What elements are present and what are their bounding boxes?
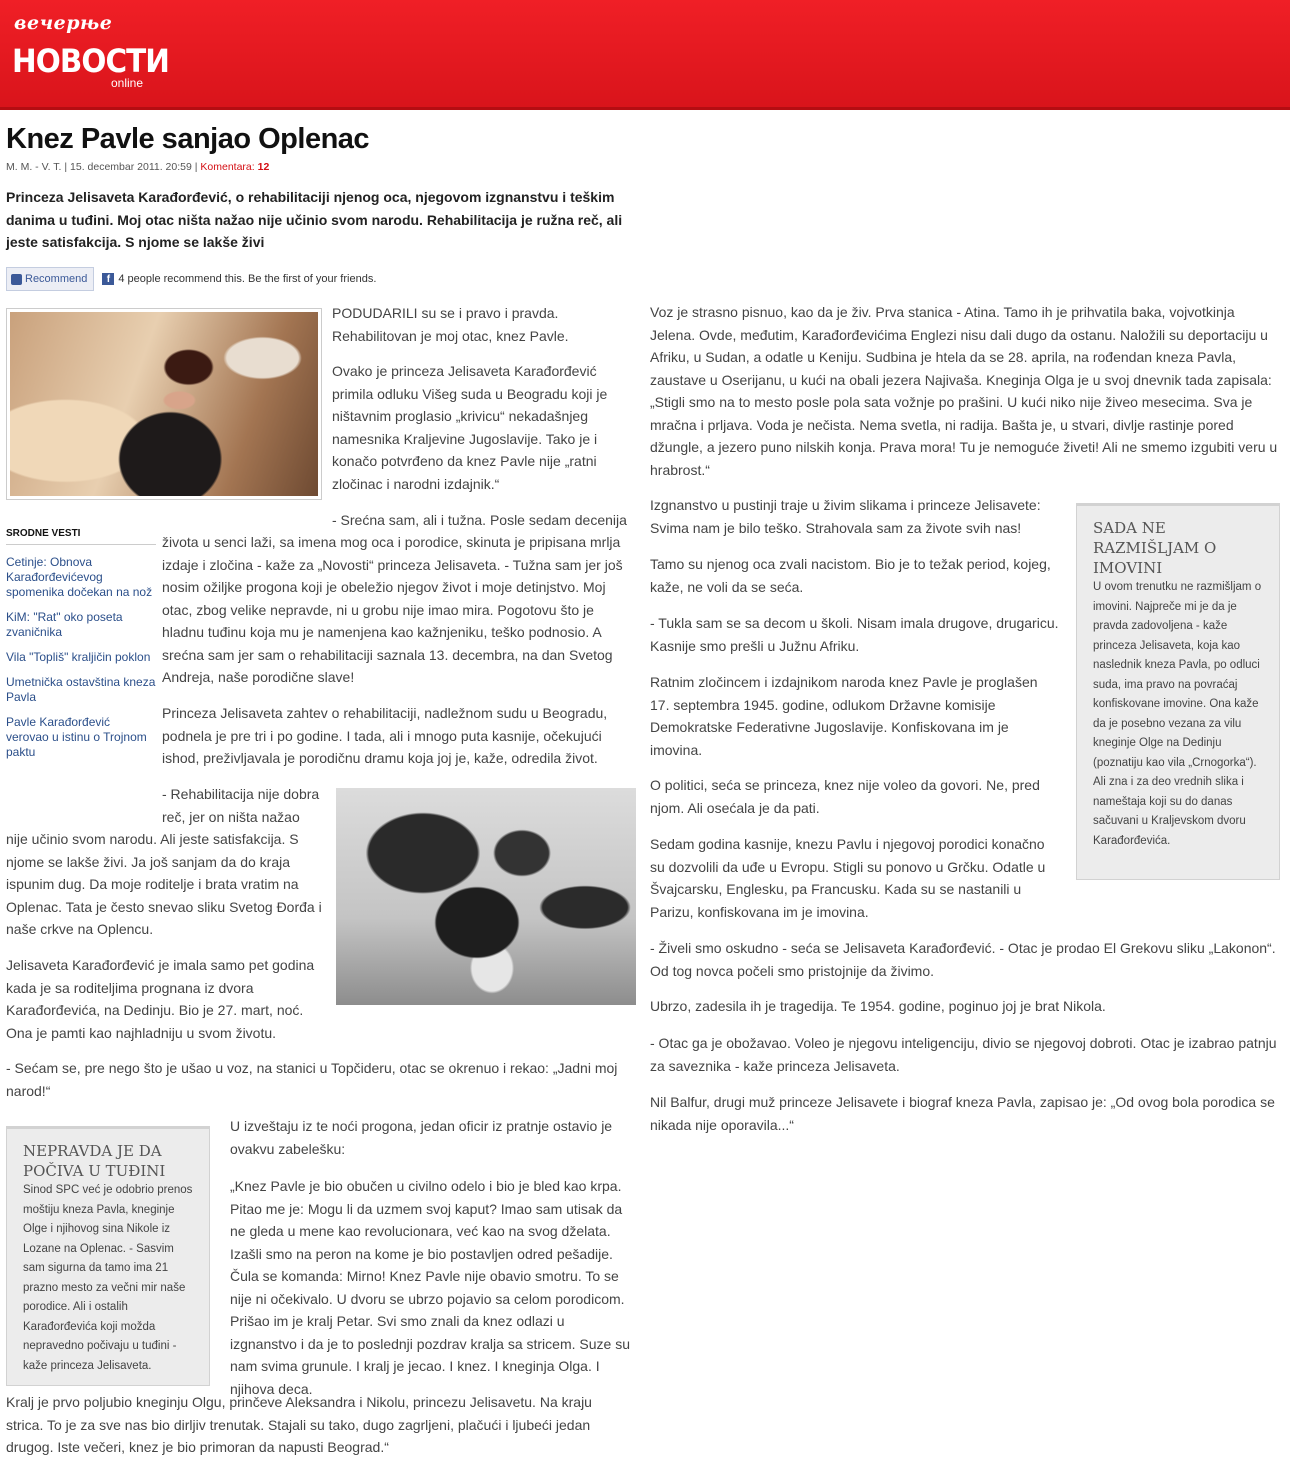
facebook-icon: f: [102, 273, 114, 285]
body-paragraph: života u senci laži, sa imena mog oca i porodice, skinuta je pripisana mrlja izdaje i zločina - kaže za „Novosti“ princeza Jelisaveta. - Tužna sam jer još nosim ožiljke progona koji je obeležio njegov život i moje detinjstvo. Moj otac, zbog velike nepravde, ni u grobu nije imao mira. Pogotovu što je hladnu tuđinu koja mu je namenjena kao kažnjeniku, teško podnosio. A srećna sam jer sam o rehabilitaciji saznala 13. decembra, na dan Svetog Andreja, naše porodične slave!: [162, 534, 623, 685]
sidebar-box-text: Sinod SPC već je odobrio prenos moštiju kneza Pavla, kneginje Olge i njihovog sina Nikole iz Lozane na Oplenac. - Sasvim sam sigurna da tamo ima 21 prazno mesto za večni mir naše porodice. Ali i ostalih Karađorđevića koji možda nepravedno počivaju u tuđini - kaže princeza Jelisaveta.: [23, 1184, 193, 1372]
comments-count: 12: [257, 161, 270, 173]
related-news-link[interactable]: KiM: "Rat" oko poseta zvaničnika: [6, 610, 123, 639]
body-paragraph: Kralj je prvo poljubio kneginju Olgu, prinčeve Aleksandra i Nikolu, princezu Jelisavetu. Na kraju strica. To je za sve nas bio dirljiv trenutak. Stajali su tako, dugo zagrljeni, plačući i ljubeći jedan drugog. Iste večeri, knez je bio primoran da napusti Beograd.“: [6, 1394, 592, 1455]
recommend-button[interactable]: [6, 267, 94, 291]
body-paragraph: Jelisaveta Karađorđević je imala samo pet godina kada je sa roditeljima prognana iz dvora Karađorđevića, na Dedinju. Bio je 27. mart, noć. Ona je pamti kao najhladniju u svom životu.: [6, 957, 315, 1041]
body-paragraph: PODUDARILI su se i pravo i pravda. Rehabilitovan je moj otac, knez Pavle.: [332, 305, 569, 344]
article-meta: M. M. - V. T. | 15. decembar 2011. 20:59 | Komentara: 12: [6, 161, 270, 173]
body-paragraph: Nil Balfur, drugi muž princeze Jelisavete i biograf kneza Pavla, zapisao je: „Od ovog bola porodica se nikada nije oporavila...“: [650, 1094, 1275, 1133]
article-photo-princess[interactable]: [6, 308, 322, 500]
related-news-heading: SRODNE VESTI: [6, 528, 156, 545]
body-paragraph: nije učinio svom narodu. Ali jeste satisfakcija. S njome se lakše živi. Ja još sanjam da do kraja ispunim dug. Da moje roditelje i brata vratim na Oplenac. Tata je često snevao sliku Svetog Đorđa i naše crkve na Oplencu.: [6, 831, 322, 937]
body-paragraph: O politici, seća se princeza, knez nije voleo da govori. Ne, pred njom. Ali osećala je da pati.: [650, 777, 1040, 816]
sidebar-box-heading: NEPRAVDA JE DA POČIVA U TUĐINI: [23, 1142, 166, 1180]
body-paragraph: Voz je strasno pisnuo, kao da je živ. Prva stanica - Atina. Tamo ih je prihvatila baka, vojvotkinja Jelena. Ovde, međutim, Karađorđevićima Englezi nisu dali dugo da ostanu. Naložili su deportaciju u Afriku, u Sudan, a odatle u Keniju. Sudbina je htela da se 28. aprila, na rođendan kneza Pavla, zaustave u Oserijanu, u kući na obali jezera Najivaša. Kneginja Olga je u svoj dnevnik tada zapisala: „Stigli smo na to mesto posle pola sata vožnje po prašini. U kući niko nije živeo mesecima. Sva je mračna i prljava. Voda je nečista. Nema svetla, ni radija. Bašta je, u stvari, divlje rastinje pored džungle, a jezero puno nilskih konja. Prava mora! Tu je nemoguće živeti! Ali ne smemo izgubiti veru u hrabrost.“: [650, 304, 1278, 478]
recommend-count-text: 4 people recommend this. Be the first of your friends.: [118, 273, 377, 285]
body-paragraph: Princeza Jelisaveta zahtev o rehabilitaciji, nadležnom sudu u Beogradu, podnela je pre tri i po godine. I tada, ali i mnogo puta kasnije, očekujući ishod, preživljavala je porodičnu dramu koja joj je, kaže, odredila život.: [162, 705, 608, 766]
article-authors: M. M. - V. T.: [6, 161, 62, 173]
body-paragraph: - Rehabilitacija nije dobra reč, jer on ništa nažao: [162, 786, 320, 825]
sidebar-box-heading: SADA NE RAZMIŠLJAM O IMOVINI: [1093, 519, 1217, 577]
facebook-recommend-bar: [6, 267, 376, 291]
sidebar-box-left: [6, 1126, 210, 1386]
body-paragraph: - Tukla sam se sa decom u školi. Nisam imala drugove, drugaricu. Kasnije smo prešli u Južnu Afriku.: [650, 615, 1059, 654]
related-news-link[interactable]: Pavle Karađorđević verovao u istinu o Trojnom paktu: [6, 715, 147, 759]
body-paragraph: Ratnim zločincem i izdajnikom naroda knez Pavle je proglašen 17. septembra 1945. godine, odlukom Državne komisije Demokratske Federativne Jugoslavije. Konfiskovana im je imovina.: [650, 674, 1038, 758]
body-paragraph: Sedam godina kasnije, knezu Pavlu i njegovoj porodici konačno su dozvolili da uđe u Evropu. Stigli su ponovo u Grčku. Odatle u Švajcarsku, Englesku, pa Francusku. Kada su se nastanili u Parizu, konfiskovana im je imovina.: [650, 836, 1046, 920]
logo-top-text[interactable]: вечерње: [14, 12, 113, 34]
related-news-link[interactable]: Vila "Topliš" kraljičin poklon: [6, 650, 151, 664]
body-paragraph: - Otac ga je obožavao. Voleo je njegovu inteligenciju, divio se njegovoj dobroti. Otac je izabrao patnju za saveznika - kaže princeza Jelisaveta.: [650, 1035, 1277, 1074]
body-paragraph: Ubrzo, zadesila ih je tragedija. Te 1954. godine, poginuo joj je brat Nikola.: [650, 998, 1106, 1014]
article-lead: Princeza Jelisaveta Karađorđević, o rehabilitaciji njenog oca, njegovom izgnanstvu i teškim danima u tuđini. Moj otac ništa nažao nije učinio svom narodu. Rehabilitacija je ružna reč, ali jeste satisfakcija. S njome se lakše živi: [6, 189, 623, 250]
body-paragraph: - Srećna sam, ali i tužna. Posle sedam decenija: [332, 512, 627, 528]
body-paragraph: U izveštaju iz te noći progona, jedan oficir iz pratnje ostavio je ovakvu zabelešku:: [230, 1118, 613, 1157]
body-paragraph: - Živeli smo oskudno - seća se Jelisaveta Karađorđević. - Otac je prodao El Grekovu sliku „Lakonon“. Od tog novca počeli smo pristojnije da živimo.: [650, 940, 1276, 979]
logo-online-text: online: [111, 76, 144, 90]
thumbs-up-icon: [11, 274, 22, 285]
article-photo-family[interactable]: [336, 788, 636, 1005]
sidebar-box-right: [1076, 503, 1280, 880]
site-logo[interactable]: НОВОСТИ: [12, 42, 170, 80]
body-paragraph: Ovako je princeza Jelisaveta Karađorđević primila odluku Višeg suda u Beogradu koji je ništavnim proglasio „krivicu“ nekadašnjeg namesnika Kraljevine Jugoslavije. Tako je i konačo potvrđeno da knez Pavle nije „ratni zločinac i narodni izdajnik.“: [332, 363, 608, 492]
related-news: [6, 528, 156, 760]
body-paragraph: - Sećam se, pre nego što je ušao u voz, na stanici u Topčideru, otac se okrenuo i rekao: „Jadni moj narod!“: [6, 1060, 618, 1099]
site-header: [0, 0, 1290, 110]
body-quote: „Knez Pavle je bio obučen u civilno odelo i bio je bled kao krpa. Pitao me je: Mogu li da uzmem svoj kaput? Imao sam utisak da ne gleda u mene kao revolucionara, već kao na svog dželata. Izašli smo na peron na kome je bio postavljen odred pešadije. Čula se komanda: Mirno! Knez Pavle nije obavio smotru. To se nije ni očekivalo. U dvoru se ubrzo pojavio sa celom porodicom. Prišao im je kralj Petar. Svi smo znali da knez odlazi u izgnanstvo i da je to poslednji pozdrav kralja sa stricem. Suze su nam svima grunule. I kralj je jecao. I knez. I kneginja Olga. I njihova deca.: [230, 1178, 630, 1397]
related-news-link[interactable]: Umetnička ostavština kneza Pavla: [6, 675, 156, 704]
recommend-button-label: Recommend: [25, 273, 88, 285]
comments-link[interactable]: [200, 161, 269, 173]
body-paragraph: Tamo su njenog oca zvali nacistom. Bio je to težak period, kojeg, kaže, ne voli da se seća.: [650, 556, 1051, 595]
body-paragraph: Izgnanstvo u pustinji traje u živim slikama i princeze Jelisavete: Svima nam je bilo teško. Strahovala sam za živote svih nas!: [650, 497, 1041, 536]
article-title: Knez Pavle sanjao Oplenac: [6, 123, 370, 155]
article-date: 15. decembar 2011. 20:59: [70, 161, 192, 173]
comments-label: Komentara:: [200, 161, 255, 173]
related-news-link[interactable]: Cetinje: Obnova Karađorđevićevog spomenika dočekan na nož: [6, 555, 153, 599]
sidebar-box-text: U ovom trenutku ne razmišljam o imovini. Najpreče mi je da je pravda zadovoljena - kaže princeza Jelisaveta, koja kao naslednik kneza Pavla, po odluci suda, ima pravo na povraćaj konfiskovane imovine. Ona kaže da je posebno vezana za vilu kneginje Olge na Dedinju (poznatiju kao vila „Crnogorka“). Ali zna i za deo vrednih slika i nameštaja koji su do danas sačuvani u Kraljevskom dvoru Karađorđevića.: [1093, 581, 1262, 847]
